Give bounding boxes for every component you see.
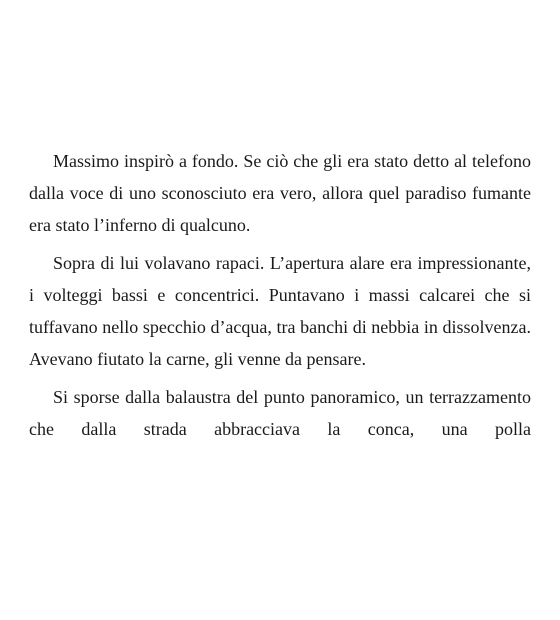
book-page-text: [29, 145, 531, 451]
paragraph: Si sporse dalla balaustra del punto panoramico, un terrazzamento che dalla strada abbracciava la conca, una polla: [29, 387, 531, 439]
paragraph: Massimo inspirò a fondo. Se ciò che gli era stato detto al telefono dalla voce di uno sconosciuto era vero, allora quel paradiso fumante era stato l’inferno di qualcuno.: [29, 151, 531, 235]
paragraph: Sopra di lui volavano rapaci. L’apertura alare era impressionante, i volteggi bassi e concentrici. Puntavano i massi calcarei che si tuffavano nello specchio d’acqua, tra banchi di nebbia in dissolvenza. Avevano fiutato la carne, gli venne da pensare.: [29, 253, 531, 369]
